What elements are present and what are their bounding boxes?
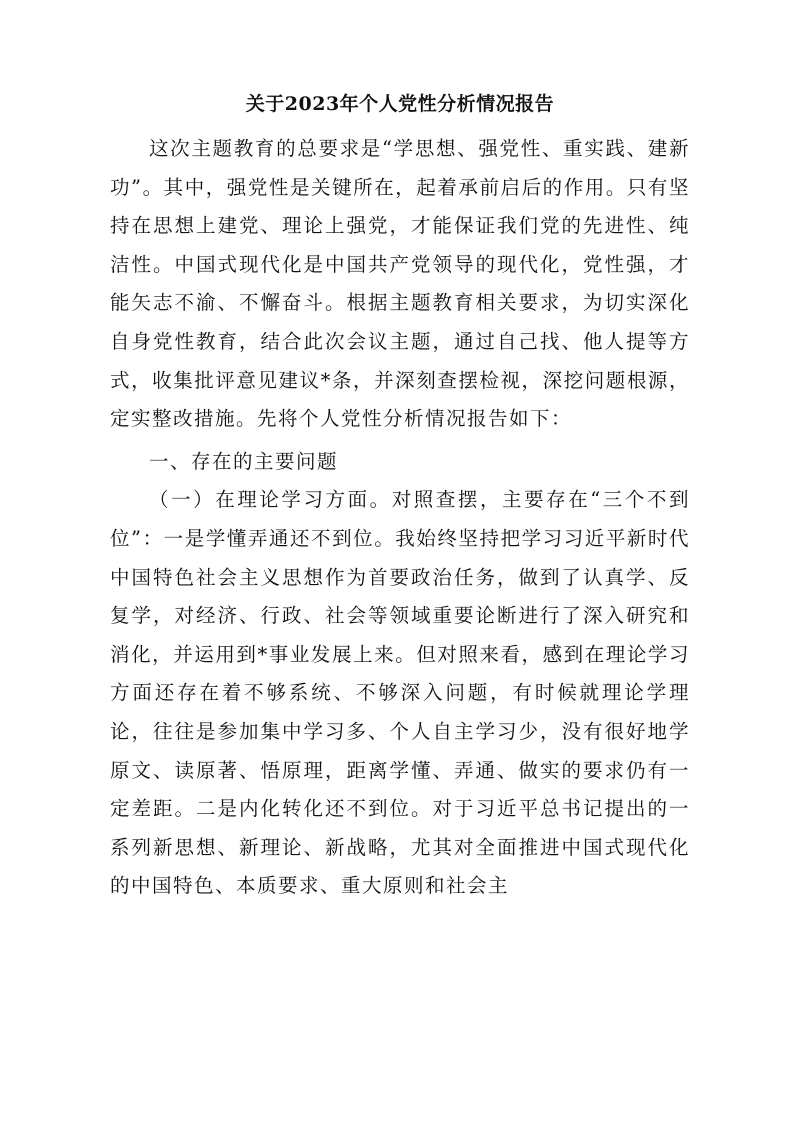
document-page [110, 92, 690, 906]
document-title: 关于2023年个人党性分析情况报告 [245, 93, 555, 115]
intro-paragraph: 这次主题教育的总要求是“学思想、强党性、重实践、建新功”。其中，强党性是关键所在，起着承前启后的作用。只有坚持在思想上建党、理论上强党，才能保证我们党的先进性、纯洁性。中国式现代化是中国共产党领导的现代化，党性强，才能矢志不渝、不懈奋斗。根据主题教育相关要求，为切实深化自身党性教育，结合此次会议主题，通过自己找、他人提等方式，收集批评意见建议*条，并深刻查摆检视，深挖问题根源，定实整改措施。先将个人党性分析情况报告如下： [110, 137, 690, 431]
section-paragraph: （一）在理论学习方面。对照查摆，主要存在“三个不到位”：一是学懂弄通还不到位。我始终坚持把学习习近平新时代中国特色社会主义思想作为首要政治任务，做到了认真学、反复学，对经济、行政、社会等领域重要论断进行了深入研究和消化，并运用到*事业发展上来。但对照来看，感到在理论学习方面还存在着不够系统、不够深入问题，有时候就理论学理论，往往是参加集中学习多、个人自主学习少，没有很好地学原文、读原著、悟原理，距离学懂、弄通、做实的要求仍有一定差距。二是内化转化还不到位。对于习近平总书记提出的一系列新思想、新理论、新战略，尤其对全面推进中国式现代化的中国特色、本质要求、重大原则和社会主 [110, 488, 690, 898]
section-heading: 一、存在的主要问题 [149, 449, 339, 473]
